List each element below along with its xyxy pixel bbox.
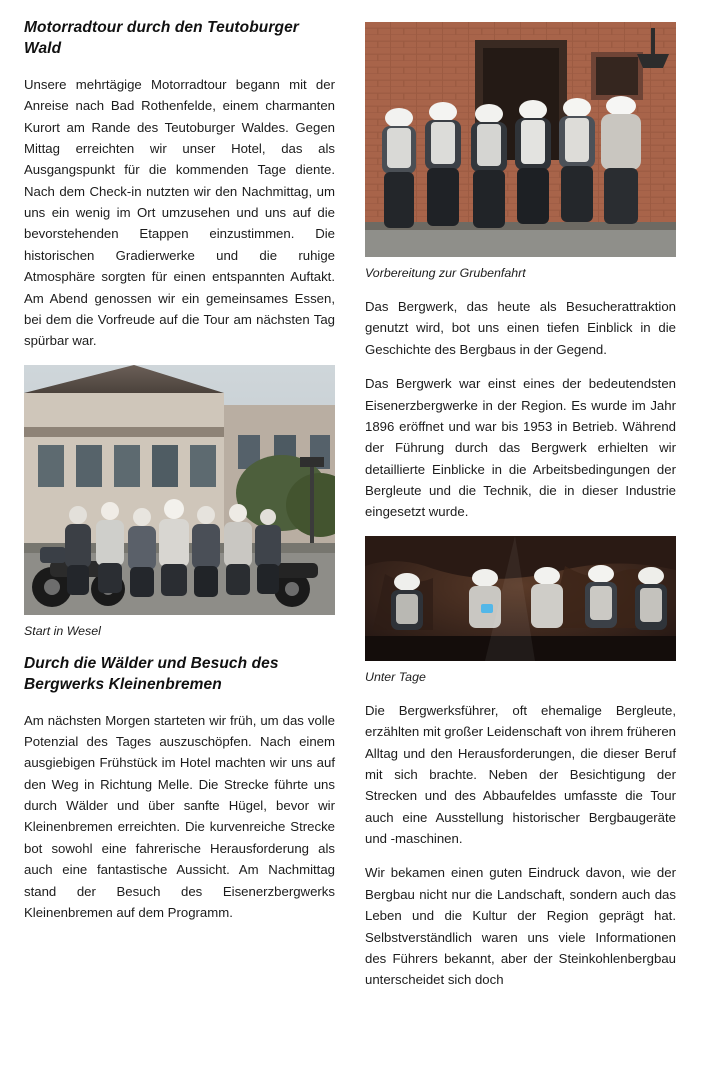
- figure-unter-tage: [365, 536, 676, 661]
- section-heading-waelder: Durch die Wälder und Besuch des Bergwerks Kleinenbremen: [24, 654, 279, 693]
- figure-start-wesel: [24, 365, 335, 615]
- caption-grubenfahrt: Vorbereitung zur Grubenfahrt: [365, 266, 526, 280]
- photo-group-wesel: [24, 365, 335, 615]
- paragraph-bergwerk-attraktion: Das Bergwerk, das heute als Besucherattraktion genutzt wird, bot uns einen tiefen Einblick in die Geschichte des Bergbaus in der Gegend.: [365, 299, 676, 357]
- figure-grubenfahrt: [365, 22, 676, 257]
- paragraph-bergwerksfuehrer: Die Bergwerksführer, oft ehemalige Bergleute, erzählten mit großer Leidenschaft von ihrem früheren Alltag und den Herausforderungen, die dieser Beruf mit sich brachte. Neben der Besichtigung der Strecken und des Abbaufeldes umfasste die Tour auch eine Ausstellung historischer Bergbaugeräte und -maschinen.: [365, 702, 676, 846]
- caption-unter-tage: Unter Tage: [365, 669, 426, 684]
- caption-start-wesel: Start in Wesel: [24, 623, 101, 638]
- page-title: Motorradtour durch den Teutoburger Wald: [24, 19, 299, 57]
- photo-underground: [365, 536, 676, 661]
- right-column: [365, 18, 676, 1080]
- paragraph-bergwerk-geschichte: Das Bergwerk war einst eines der bedeutendsten Eisenerzbergwerke in der Region. Es wurde im Jahr 1896 eröffnet und war bis 1953 in Betrieb. Während der Führung durch das Bergwerk erhielten wir detaillierte Einblicke in die Arbeitsbedingungen der Bergleute und die Technik, die in dieser Industrie eingesetzt wurde.: [365, 376, 676, 520]
- paragraph-eindruck: Wir bekamen einen guten Eindruck davon, wie der Bergbau nicht nur die Landschaft, sondern auch das Leben und die Kultur der Region geprägt hat. Selbstverständlich waren uns viele Informationen des Führers bekannt, aber der Steinkohlenbergbau unterscheidet sich doch: [365, 865, 676, 988]
- left-column: [24, 18, 335, 1080]
- paragraph-waelder: Am nächsten Morgen starteten wir früh, um das volle Potenzial des Tages auszuschöpfen. Nach einem ausgiebigen Frühstück im Hotel machten wir uns auf den Weg in Richtung Melle. Die Strecke führte uns durch Wälder und über sanfte Hügel, bevor wir Kleinenbremen erreichten. Die kurvenreiche Strecke bot sowohl eine fahrerische Herausforderung als auch eine fantastische Aussicht. Am Nachmittag stand der Besuch des Eisenerzbergwerks Kleinenbremen auf dem Programm.: [24, 712, 335, 920]
- photo-group-helmets: [365, 22, 676, 257]
- paragraph-intro: Unsere mehrtägige Motorradtour begann mit der Anreise nach Bad Rothenfelde, einem charmanten Kurort am Rande des Teutoburger Waldes. Gegen Mittag erreichten wir unser Hotel, das als Ausgangspunkt für die kommenden Tage diente. Nach dem Check-in nutzten wir den Nachmittag, um uns ein wenig im Ort umzusehen und uns auf die bevorstehenden Etappen einzustimmen. Die historischen Gradierwerke und die ruhige Atmosphäre sorgten für einen entspannten Auftakt. Am Abend genossen wir ein gemeinsames Essen, bei dem die Vorfreude auf die Tour am nächsten Tag spürbar war.: [24, 76, 335, 349]
